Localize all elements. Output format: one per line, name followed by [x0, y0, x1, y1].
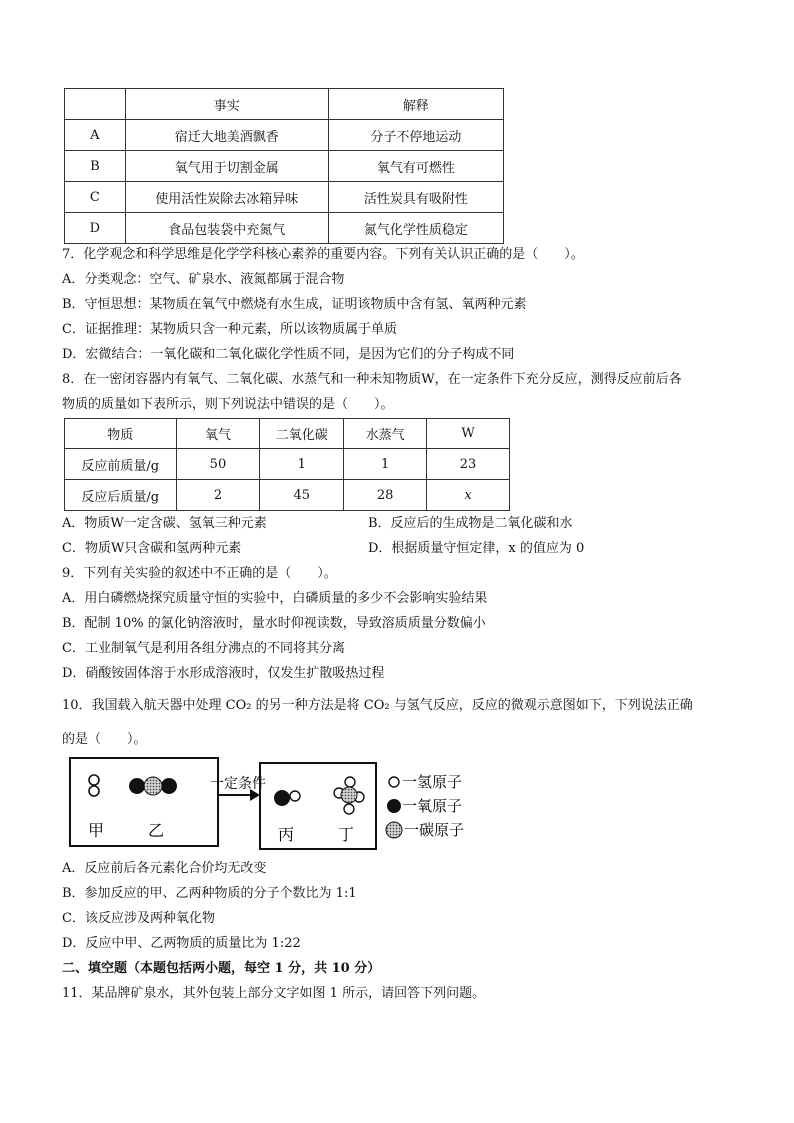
legend-hydrogen: 一氢原子 [402, 773, 463, 791]
q8-stem-line1: 8．在一密闭容器内有氧气、二氧化碳、水蒸气和一种未知物质W，在一定条件下充分反应，测得反应前后各 [62, 372, 682, 387]
table-cell: 45 [260, 480, 344, 511]
hydrogen-atom-icon [389, 777, 399, 787]
table-cell: 活性炭具有吸附性 [328, 182, 503, 213]
water-molecule-icon [274, 790, 300, 806]
q8-option-d: D．根据质量守恒定律，x 的值应为 0 [368, 541, 585, 556]
q10-option-a: A．反应前后各元素化合价均无改变 [62, 861, 267, 876]
q7-option-b: B．守恒思想：某物质在氧气中燃烧有水生成，证明该物质中含有氢、氧两种元素 [62, 297, 527, 312]
table-cell: 反应前质量/g [65, 449, 177, 480]
table-header-cell: 物质 [65, 419, 177, 449]
q10-option-c: C．该反应涉及两种氧化物 [62, 911, 215, 926]
table-cell: 28 [344, 480, 427, 511]
table-cell: 食品包装袋中充氮气 [125, 213, 328, 244]
section-heading: 二、填空题（本题包括两小题，每空 1 分，共 10 分） [62, 961, 381, 976]
table-cell: x [427, 480, 510, 511]
arrow-label: 一定条件 [210, 776, 266, 792]
table-header-cell: 氧气 [176, 419, 260, 449]
table-cell: 氧气有可燃性 [328, 151, 503, 182]
legend [386, 773, 464, 839]
table-header-cell: W [427, 419, 510, 449]
table-cell: 2 [176, 480, 260, 511]
table-cell: 反应后质量/g [65, 480, 177, 511]
q7-option-c: C．证据推理：某物质只含一种元素，所以该物质属于单质 [62, 322, 397, 337]
table-header-cell [65, 89, 126, 120]
q8-option-c: C．物质W只含碳和氢两种元素 [62, 541, 242, 556]
q9-option-a: A．用白磷燃烧探究质量守恒的实验中，白磷质量的多少不会影响实验结果 [62, 591, 488, 606]
q8-stem-line2: 物质的质量如下表所示，则下列说法中错误的是（ ）。 [62, 397, 394, 412]
label-bing: 丙 [277, 825, 295, 844]
legend-oxygen: 一氧原子 [402, 797, 463, 815]
carbon-atom-icon [386, 822, 402, 838]
q9-option-d: D．硝酸铵固体溶于水形成溶液时，仅发生扩散吸热过程 [62, 666, 385, 681]
q10-stem-line1: 10．我国载入航天器中处理 CO₂ 的另一种方法是将 CO₂ 与氢气反应，反应的微观示意图如下，下列说法正确 [62, 698, 693, 713]
table-header-cell: 水蒸气 [344, 419, 427, 449]
table-header-cell: 解释 [328, 89, 503, 120]
q10-option-d: D．反应中甲、乙两物质的质量比为 1:22 [62, 936, 301, 951]
table-cell: 1 [344, 449, 427, 480]
q9-stem: 9．下列有关实验的叙述中不正确的是（ ）。 [62, 566, 337, 581]
table-cell: B [65, 151, 126, 182]
carbon-dioxide-molecule-icon [129, 777, 177, 795]
q10-stem-line2: 的是（ ）。 [62, 732, 147, 747]
label-yi: 乙 [147, 821, 165, 840]
legend-carbon: 一碳原子 [404, 821, 465, 839]
table-cell: 氧气用于切割金属 [125, 151, 328, 182]
table-header-cell: 二氧化碳 [260, 419, 344, 449]
table-cell: 50 [176, 449, 260, 480]
q10-option-b: B．参加反应的甲、乙两种物质的分子个数比为 1:1 [62, 886, 357, 901]
table-cell: 1 [260, 449, 344, 480]
table-cell: A [65, 120, 126, 151]
mass-table [64, 418, 510, 511]
methane-molecule-icon [334, 777, 364, 814]
q8-option-a: A．物质W一定含碳、氢氧三种元素 [62, 516, 267, 531]
q9-option-b: B．配制 10% 的氯化钠溶液时，量水时仰视读数，导致溶质质量分数偏小 [62, 616, 486, 631]
q7-stem: 7．化学观念和科学思维是化学学科核心素养的重要内容。下列有关认识正确的是（ ）。 [62, 247, 584, 262]
table-cell: C [65, 182, 126, 213]
reaction-diagram [68, 755, 480, 851]
fact-explanation-table [64, 88, 504, 244]
table-cell: 氮气化学性质稳定 [328, 213, 503, 244]
label-ding: 丁 [337, 825, 355, 844]
table-cell: 23 [427, 449, 510, 480]
table-cell: 分子不停地运动 [328, 120, 503, 151]
table-header-cell: 事实 [125, 89, 328, 120]
q11-stem: 11．某品牌矿泉水，其外包装上部分文字如图 1 所示，请回答下列问题。 [62, 986, 486, 1001]
q8-option-b: B．反应后的生成物是二氧化碳和水 [368, 516, 573, 531]
table-cell: 使用活性炭除去冰箱异味 [125, 182, 328, 213]
table-cell: D [65, 213, 126, 244]
oxygen-atom-icon [387, 799, 401, 813]
label-jia: 甲 [87, 821, 105, 840]
hydrogen-molecule-icon [89, 775, 99, 796]
q7-option-d: D．宏微结合：一氧化碳和二氧化碳化学性质不同，是因为它们的分子构成不同 [62, 347, 515, 362]
q9-option-c: C．工业制氧气是利用各组分沸点的不同将其分离 [62, 641, 345, 656]
q7-option-a: A．分类观念：空气、矿泉水、液氮都属于混合物 [62, 272, 345, 287]
table-cell: 宿迁大地美酒飘香 [125, 120, 328, 151]
